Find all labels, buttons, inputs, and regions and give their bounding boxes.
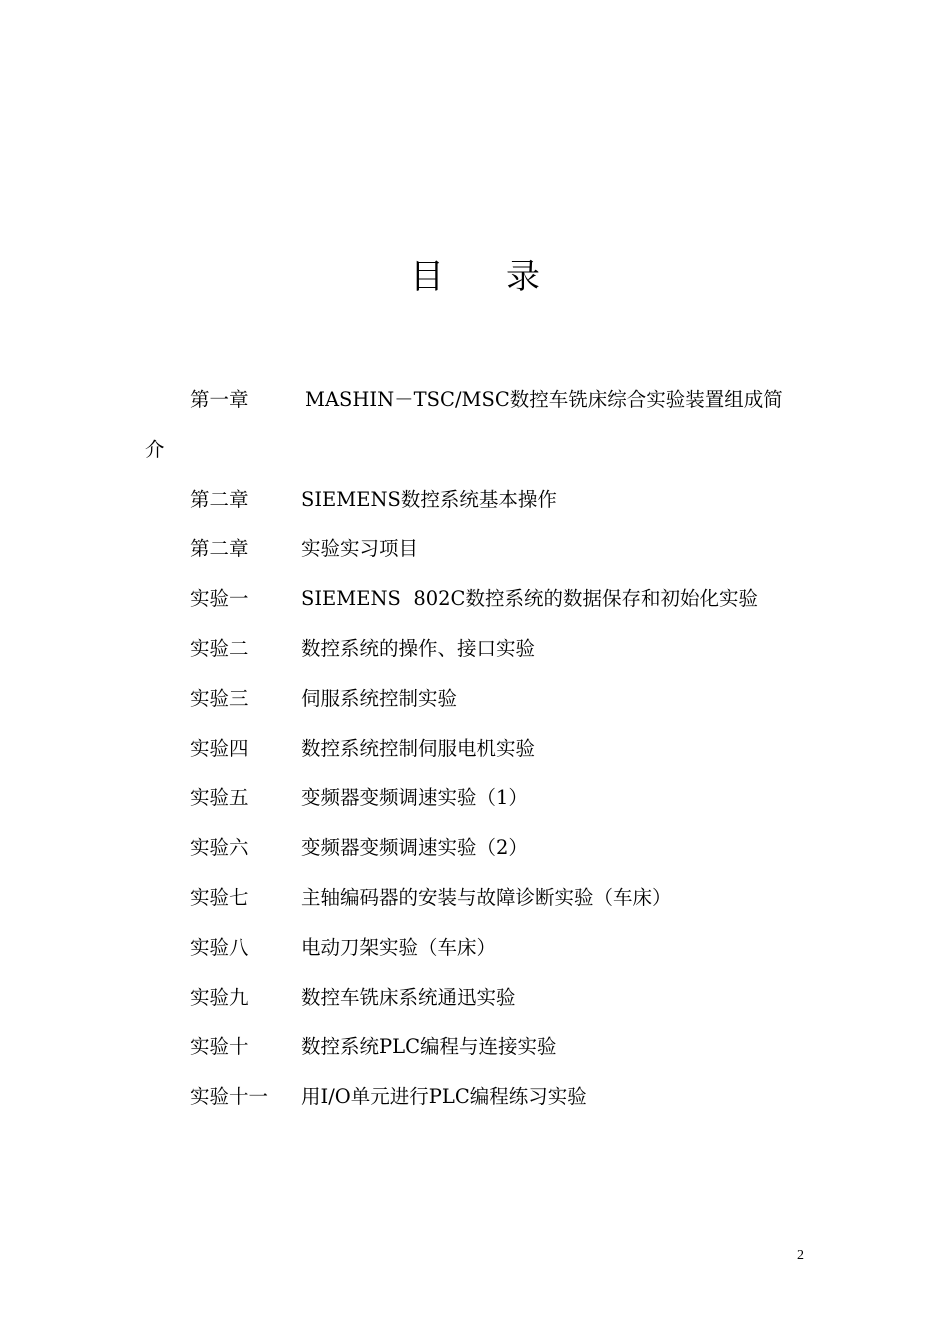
- toc-entry-number: 实验七: [190, 885, 249, 909]
- toc-entry: [0, 823, 950, 873]
- toc-entry-number: 实验十一: [190, 1085, 269, 1109]
- toc-entry-number: 实验六: [190, 836, 249, 860]
- toc-entry-title: 伺服系统控制实验: [301, 686, 458, 710]
- toc-entry-title: 变频器变频调速实验（1）: [301, 786, 528, 810]
- toc-entry-title: 主轴编码器的安装与故障诊断实验（车床）: [301, 885, 672, 909]
- toc-entry: [0, 773, 950, 823]
- toc-entry: [0, 1072, 950, 1122]
- toc-entry: [0, 873, 950, 923]
- table-of-contents: [0, 375, 950, 1122]
- toc-entry-number: 实验五: [190, 786, 249, 810]
- toc-entry: [0, 923, 950, 973]
- toc-entry: [0, 1022, 950, 1072]
- toc-entry-title: 数控车铣床系统通迅实验: [301, 985, 516, 1009]
- toc-entry-number: 实验九: [190, 985, 249, 1009]
- toc-entry-title: MASHIN－TSC/MSC数控车铣床综合实验装置组成简: [305, 388, 783, 411]
- toc-entry-title: 用I/O单元进行PLC编程练习实验: [301, 1085, 587, 1109]
- page-title-char-1: 目: [410, 257, 444, 297]
- toc-entry-number: 实验一: [190, 587, 249, 611]
- toc-entry-number: 实验四: [190, 736, 249, 760]
- page-title: [0, 252, 950, 302]
- toc-entry: [0, 375, 950, 475]
- toc-entry-number: 实验十: [190, 1035, 249, 1059]
- toc-entry-number: 实验八: [190, 935, 249, 959]
- toc-entry-number: 第二章: [190, 537, 249, 561]
- toc-entry-title-continuation: 介: [145, 437, 165, 461]
- toc-entry: [0, 475, 950, 525]
- toc-entry: [0, 724, 950, 774]
- toc-entry-title: 实验实习项目: [301, 537, 419, 561]
- toc-entry: [0, 624, 950, 674]
- page-title-char-2: 录: [506, 257, 540, 297]
- toc-entry-title: 数控系统的操作、接口实验: [301, 636, 536, 660]
- toc-entry: [0, 973, 950, 1023]
- toc-entry: [0, 674, 950, 724]
- toc-entry-number: 实验二: [190, 636, 249, 660]
- toc-entry: [0, 524, 950, 574]
- toc-entry-number: 实验三: [190, 686, 249, 710]
- toc-entry-title: 数控系统控制伺服电机实验: [301, 736, 536, 760]
- toc-entry: [0, 574, 950, 624]
- page-number: 2: [797, 1248, 804, 1263]
- toc-entry-number: 第二章: [190, 487, 249, 511]
- toc-entry-title: 变频器变频调速实验（2）: [301, 836, 528, 860]
- toc-entry-number: 第一章: [190, 388, 249, 411]
- toc-entry-title: SIEMENS数控系统基本操作: [301, 487, 557, 511]
- toc-entry-title: 数控系统PLC编程与连接实验: [301, 1035, 557, 1059]
- toc-entry-title: 电动刀架实验（车床）: [301, 935, 497, 959]
- toc-entry-title: SIEMENS 802C数控系统的数据保存和初始化实验: [301, 587, 758, 611]
